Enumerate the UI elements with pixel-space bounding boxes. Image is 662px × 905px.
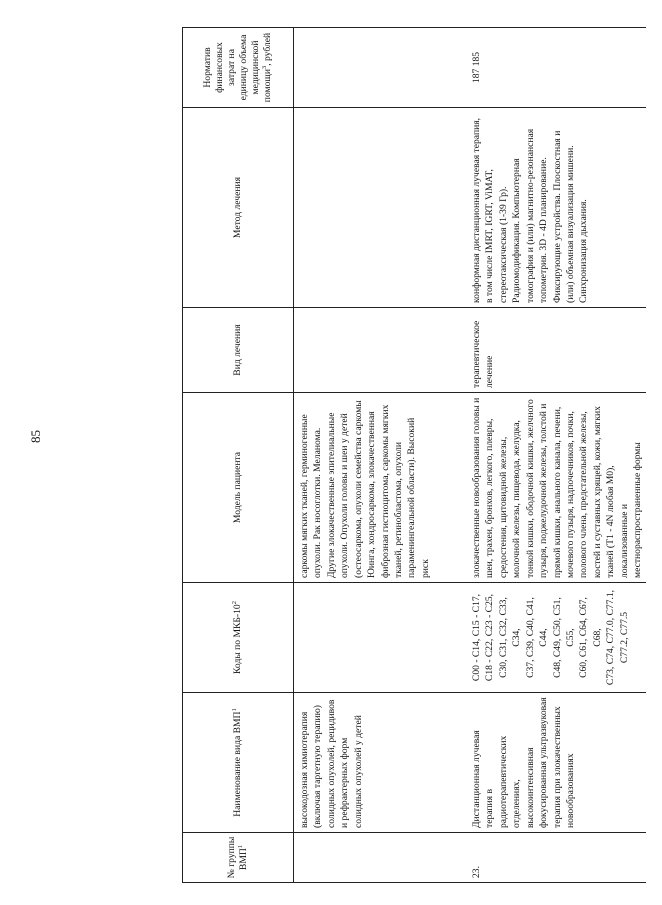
cell-vmp-name: высокодозная химиотерапия (включая таргетную терапию) солидных опухолей, рецидивов и рефрактерных форм солидных опухолей у детей <box>294 693 461 833</box>
cell-empty <box>294 28 461 108</box>
cell-patient-model: саркомы мягких тканей, герминогенные опухоли. Рак носоглотки. Меланома. Другие злокачественные эпителиальные опухоли. Опухоли головы и шеи у детей (остеосаркома, опухоли семейства саркомы Юинга, хондросаркома, злокачественная фиброзная гистиоцитома, саркомы мягких тканей, ретинобластома, опухоли параменингеальной области). Высокий риск <box>294 393 461 583</box>
header-icd-codes: Коды по МКБ-$10^2$ <box>183 583 294 693</box>
icd-code-line: C18 - C22, C23 - C25, <box>484 593 496 682</box>
cell-empty <box>294 833 461 883</box>
cell-empty <box>294 108 461 308</box>
vmp-table <box>182 27 646 883</box>
header-vmp-name: Наименование вида ВМП$^1$ <box>183 693 294 833</box>
rotated-page <box>182 28 662 883</box>
cell-group-number: 23. <box>460 833 646 883</box>
page-number: 85 <box>28 430 43 443</box>
header-treatment-method: Метод лечения <box>183 108 294 308</box>
icd-code-line: C48, C49, C50, C51, C55, <box>551 597 576 678</box>
table-row-continuation <box>294 28 461 883</box>
header-treatment-type: Вид лечения <box>183 308 294 393</box>
cell-patient-model: злокачественные новообразования головы и шеи, трахеи, бронхов, легкого, плевры, средостения, щитовидной железы, молочной железы, пищевода, желудка, тонкой кишки, ободочной кишки, желчного пузыря, поджелудочной железы, толстой и прямой кишки, анального канала, печени, мочевого пузыря, надпочечников, почки, полового члена, предстательной железы, костей и суставных хрящей, кожи, мягких тканей (T1 - 4N любая M0), локализованные и местнораспространенные формы <box>460 393 646 583</box>
cell-icd-codes <box>460 583 646 693</box>
icd-code-line: C00 - C14, C15 - C17, <box>471 593 482 682</box>
cell-treatment-type: терапевтическое лечение <box>460 308 646 393</box>
table-row-23 <box>460 28 646 883</box>
cell-empty <box>294 583 461 693</box>
cell-cost-norm: 187 185 <box>460 28 646 108</box>
header-patient-model: Модель пациента <box>183 393 294 583</box>
icd-code-line: C30, C31, C32, C33, C34, <box>497 597 523 678</box>
header-cost-norm: Норматив финансовых затрат на единицу объема медицинской помощи$^3$, рублей <box>183 28 294 108</box>
cell-empty <box>294 308 461 393</box>
icd-code-line: C37, C39, C40, C41, C44, <box>524 597 550 678</box>
table-header-row <box>183 28 294 883</box>
cell-vmp-name: Дистанционная лучевая терапия в радиотерапевтических отделениях, высокоинтенсивная фокусированная ультразвуковая терапия при злокачественных новообразованиях <box>460 693 646 833</box>
icd-code-line: C77.2, C77.5 <box>618 611 630 664</box>
header-group-number: № группы ВМП$^1$ <box>183 833 294 883</box>
icd-code-line: C73, C74, C77.0, C77.1, <box>605 589 617 686</box>
icd-code-line: C60, C61, C64, C67, C68, <box>578 597 603 678</box>
cell-treatment-method: конформная дистанционная лучевая терапия, в том числе IMRT, IGRT, ViMAT, стереотаксическая (1-39 Гр). Радиомодификация. Компьютерная томография и (или) магнитно-резонансная топометрия. 3D - 4D планирование. Фиксирующие устройства. Плоскостная и (или) объемная визуализация мишени. Синхронизация дыхания. <box>460 108 646 308</box>
